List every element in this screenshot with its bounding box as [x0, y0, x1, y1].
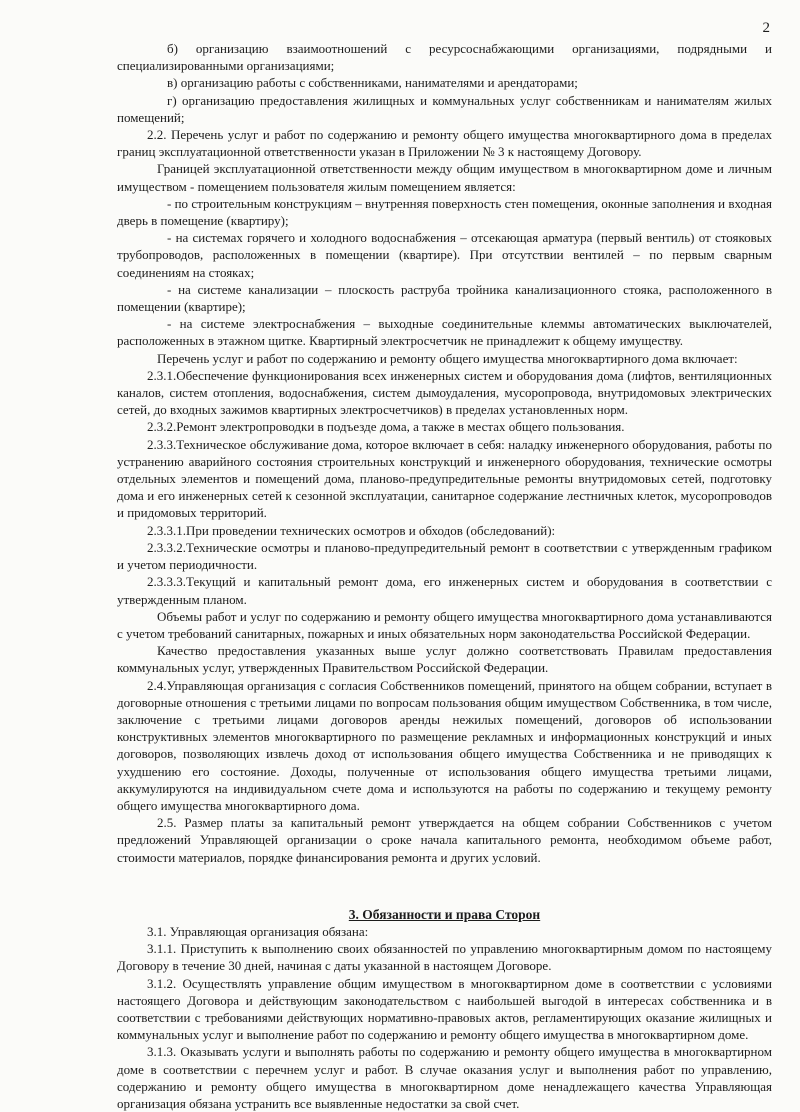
paragraph: 2.3.3.1.При проведении технических осмотров и обходов (обследований): — [147, 522, 556, 538]
paragraph: в) организацию работы с собственниками, нанимателями и арендаторами; — [167, 75, 578, 91]
paragraph: Качество предоставления указанных выше услуг должно соответствовать Правилам предоставления коммунальных услуг, утвержденных Правительством Российской Федерации. — [117, 643, 772, 676]
section-2-block — [117, 40, 772, 866]
paragraph: - на системе канализации – плоскость раструба тройника канализационного стояка, расположенного в помещении (квартире); — [117, 281, 772, 315]
paragraph: - на системе электроснабжения – выходные соединительные клеммы автоматических выключателей, расположенных в этажном щитке. Квартирный электросчетчик не принадлежит к общему имуществу. — [117, 316, 772, 349]
paragraph: - по строительным конструкциям – внутренняя поверхность стен помещения, оконные заполнения и входная дверь в помещение (квартиру); — [117, 195, 772, 229]
paragraph: б) организацию взаимоотношений с ресурсоснабжающими организациями, подрядными и специализированными организациями; — [117, 41, 772, 74]
paragraph: Границей эксплуатационной ответственности между общим имуществом в многоквартирном доме и личным имуществом - помещением пользователя жилым помещением является: — [117, 161, 772, 194]
paragraph: 2.3.3.2.Технические осмотры и планово-предупредительный ремонт в соответствии с утвержденным графиком и учетом периодичности. — [117, 539, 772, 573]
paragraph: 3.1.1. Приступить к выполнению своих обязанностей по управлению многоквартирным домом по настоящему Договору в течение 30 дней, начиная с даты указанной в настоящем Договоре. — [117, 941, 772, 974]
paragraph: Перечень услуг и работ по содержанию и ремонту общего имущества многоквартирного дома включает: — [157, 350, 738, 366]
paragraph: 2.4.Управляющая организация с согласия Собственников помещений, принятого на общем собрании, вступает в договорные отношения с третьими лицами по вопросам пользования общим имуществом Собственника, в том числе, заключение с третьими лицами договоров аренды нежилых помещений, договоров об использовании конструктивных элементов многоквартирного по размещение рекламных и информационных конструкций и иных договоров, позволяющих извлечь доход от использования общего имущества Собственника и не приводящих к ухудшению его состояние. Доходы, полученные от использования общего имущества третьими лицами, аккумулируются на индивидуальном счете дома и используются на работы по содержанию и текущему ремонту общего имущества многоквартирного дома. — [117, 677, 772, 813]
paragraph: - на системах горячего и холодного водоснабжения – отсекающая арматура (первый вентиль) от стояковых трубопроводов, расположенных в помещении (квартире). При отсутствии вентилей – по первым сварным соединениям на стояках; — [117, 230, 772, 280]
page-number: 2 — [762, 20, 770, 36]
paragraph: 3.1. Управляющая организация обязана: — [147, 923, 369, 939]
section-3-title: 3. Обязанности и права Сторон — [348, 906, 541, 922]
paragraph: 2.2. Перечень услуг и работ по содержанию и ремонту общего имущества многоквартирного дома в пределах границ эксплуатационной ответственности указан в Приложении № 3 к настоящему Договору. — [117, 127, 772, 160]
paragraph: 2.3.1.Обеспечение функционирования всех инженерных систем и оборудования дома (лифтов, вентиляционных каналов, систем отопления, водоснабжения, систем дымоудаления, мусоропровода, внутридомовых электрических сетей, до входных зажимов квартирных электросчетчиков) в пределах установленных норм. — [117, 367, 772, 418]
paragraph: г) организацию предоставления жилищных и коммунальных услуг собственникам и нанимателям жилых помещений; — [117, 92, 772, 125]
paragraph: 2.3.2.Ремонт электропроводки в подъезде дома, а также в местах общего пользования. — [147, 419, 625, 435]
paragraph: 3.1.2. Осуществлять управление общим имуществом в многоквартирном доме в соответствии с условиями настоящего Договора и действующим законодательством с наибольшей выгодой в интересах собственника и в соответствии с требованиями действующих нормативно-правовых актов, регламентирующих оказание жилищных и коммунальных услуг и выполнение работ по содержанию и ремонту общего имущества в многоквартирном доме. — [117, 975, 772, 1043]
paragraph: Объемы работ и услуг по содержанию и ремонту общего имущества многоквартирного дома устанавливаются с учетом требований санитарных, пожарных и иных обязательных норм законодательства Российской Федерации. — [117, 608, 772, 641]
paragraph: 3.1.3. Оказывать услуги и выполнять работы по содержанию и ремонту общего имущества в многоквартирном доме в соответствии с перечнем услуг и работ. В случае оказания услуг и выполнения работ по управлению, содержанию и ремонту общего имущества в многоквартирном доме ненадлежащего качества Управляющая организация обязана устранить все выявленные недостатки за свой счет. — [117, 1044, 772, 1111]
paragraph: 2.3.3.Техническое обслуживание дома, которое включает в себя: наладку инженерного оборудования, работы по устранению аварийного состояния строительных конструкций и инженерного оборудования, технические осмотры отдельных элементов и помещений дома, планово-предупредительные ремонты внутридомовых сетей, подготовку дома и его инженерных сетей к сезонной эксплуатации, санитарное содержание лестничных клеток, мусоропроводов и придомовых территорий. — [117, 436, 772, 521]
paragraph: 2.5. Размер платы за капитальный ремонт утверждается на общем собрании Собственников с учетом предложений Управляющей организации о сроке начала капитального ремонта, необходимом объеме работ, стоимости материалов, порядке финансирования ремонта и других условий. — [117, 815, 772, 865]
document-body — [117, 40, 772, 1112]
section-3-block — [117, 923, 772, 1112]
paragraph: 2.3.3.3.Текущий и капитальный ремонт дома, его инженерных систем и оборудования в соответствии с утвержденным планом. — [117, 574, 772, 607]
